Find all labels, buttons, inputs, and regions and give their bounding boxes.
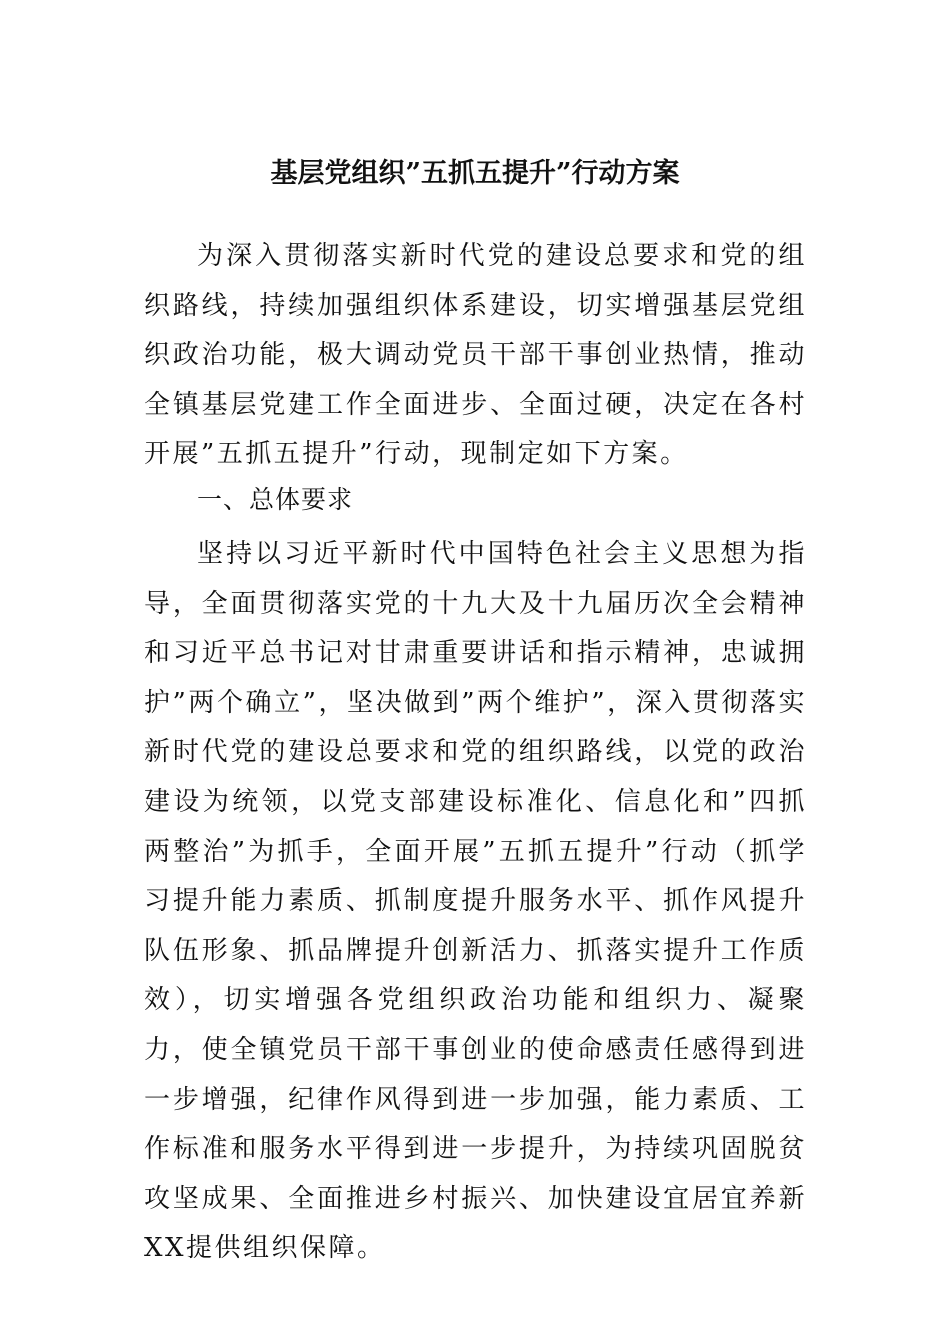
section-paragraph-general-requirements: 坚持以习近平新时代中国特色社会主义思想为指导，全面贯彻落实党的十九大及十九届历次全会精神和习近平总书记对甘肃重要讲话和指示精神，忠诚拥护”两个确立”，坚决做到”两个维护”，深入贯彻落实新时代党的建设总要求和党的组织路线，以党的政治建设为统领，以党支部建设标准化、信息化和”四抓两整治”为抓手，全面开展”五抓五提升”行动（抓学习提升能力素质、抓制度提升服务水平、抓作风提升队伍形象、抓品牌提升创新活力、抓落实提升工作质效），切实增强各党组织政治功能和组织力、凝聚力，使全镇党员干部干事创业的使命感责任感得到进一步增强，纪律作风得到进一步加强，能力素质、工作标准和服务水平得到进一步提升，为持续巩固脱贫攻坚成果、全面推进乡村振兴、加快建设宜居宜养新XX提供组织保障。 (144, 539, 807, 1264)
document-title: 基层党组织”五抓五提升”行动方案 (270, 158, 680, 189)
section-heading-general-requirements: 一、总体要求 (197, 485, 354, 514)
intro-paragraph: 为深入贯彻落实新时代党的建设总要求和党的组织路线，持续加强组织体系建设，切实增强基层党组织政治功能，极大调动党员干部干事创业热情，推动全镇基层党建工作全面进步、全面过硬，决定在各村开展”五抓五提升”行动，现制定如下方案。 (144, 241, 807, 470)
